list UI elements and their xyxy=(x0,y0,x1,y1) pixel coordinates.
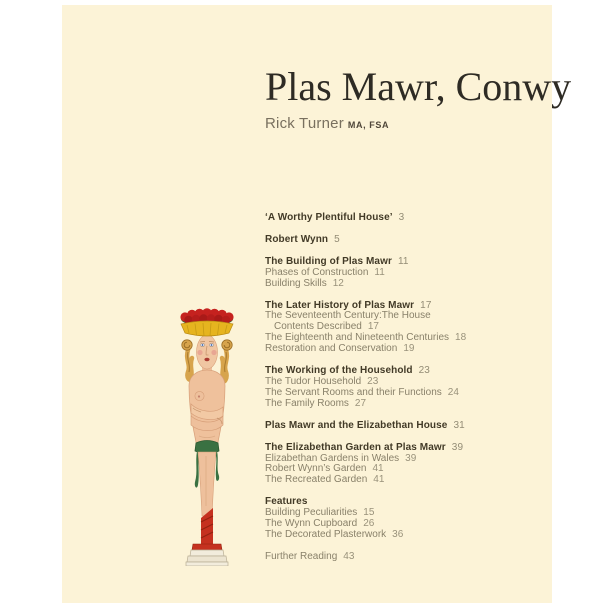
toc-entry-text: The Servant Rooms and their Functions xyxy=(265,386,442,398)
toc-entry-text: Phases of Construction xyxy=(265,266,369,278)
toc-group xyxy=(265,213,545,224)
toc-entry-text: Features xyxy=(265,496,308,508)
toc-entry-text: Robert Wynn’s Garden xyxy=(265,463,367,475)
toc-page-number: 11 xyxy=(397,255,409,267)
toc-group xyxy=(265,443,545,487)
toc-entry xyxy=(265,399,545,410)
toc-entry xyxy=(265,344,545,355)
toc-entry-text: ‘A Worthy Plentiful House’ xyxy=(265,212,393,223)
toc-page-number: 17 xyxy=(367,321,379,333)
toc-group xyxy=(265,497,545,541)
toc-entry-text: The Decorated Plasterwork xyxy=(265,528,387,540)
toc-page-number: 23 xyxy=(418,365,430,377)
toc-page-number: 36 xyxy=(392,528,404,540)
toc-page-number: 23 xyxy=(367,375,379,387)
toc-page-number: 3 xyxy=(398,212,405,223)
toc-page-number: 39 xyxy=(451,441,464,453)
toc-page-number: 24 xyxy=(447,386,459,398)
toc-page-number: 12 xyxy=(332,277,344,289)
toc-entry-text: Elizabethan Gardens in Wales xyxy=(265,452,400,464)
page-title: Plas Mawr, Conwy xyxy=(265,64,572,109)
toc-entry-text: The Wynn Cupboard xyxy=(265,518,358,530)
toc-group xyxy=(265,366,545,410)
author-name: Rick Turner xyxy=(265,115,344,132)
toc-entry-text: The Seventeenth Century:The House xyxy=(265,310,431,322)
toc-entry-text: Building Peculiarities xyxy=(265,507,358,519)
toc-entry-text: The Elizabethan Garden at Plas Mawr xyxy=(265,441,446,453)
toc-page-number: 19 xyxy=(403,343,415,355)
toc-entry-text: Restoration and Conservation xyxy=(265,343,398,355)
toc-entry xyxy=(265,552,545,563)
toc-page-number: 15 xyxy=(363,507,375,519)
toc-group xyxy=(265,257,545,290)
toc-group xyxy=(265,301,545,356)
toc-page-number: 41 xyxy=(373,474,385,486)
toc-heading xyxy=(265,213,545,224)
toc-page-number: 5 xyxy=(334,233,340,245)
toc-entry-text: The Working of the Household xyxy=(265,365,413,377)
toc-entry-text: Contents Described xyxy=(274,321,362,333)
toc-entry-text: Building Skills xyxy=(265,277,327,289)
toc-group xyxy=(265,235,545,246)
table-of-contents xyxy=(265,213,545,574)
toc-entry-text: The Later History of Plas Mawr xyxy=(265,299,415,311)
toc-page-number: 31 xyxy=(453,419,465,431)
toc-group xyxy=(265,552,545,563)
toc-group xyxy=(265,421,545,432)
toc-entry-text: The Recreated Garden xyxy=(265,474,368,486)
toc-page-number: 41 xyxy=(372,463,384,475)
toc-entry-text: Plas Mawr and the Elizabethan House xyxy=(265,419,448,431)
author-line xyxy=(265,115,389,132)
toc-entry xyxy=(265,279,545,290)
title-page xyxy=(62,5,572,603)
toc-heading xyxy=(265,421,545,432)
toc-page-number: 43 xyxy=(343,550,355,562)
toc-entry-text: Further Reading xyxy=(265,550,338,562)
toc-page-number: 27 xyxy=(354,397,367,409)
toc-entry-text: The Building of Plas Mawr xyxy=(265,255,392,267)
toc-entry xyxy=(265,530,545,541)
author-credentials: MA, FSA xyxy=(347,120,390,130)
toc-page-number: 26 xyxy=(363,518,375,530)
toc-heading xyxy=(265,235,545,246)
toc-entry-text: Robert Wynn xyxy=(265,233,329,245)
toc-page-number: 39 xyxy=(405,452,417,464)
toc-entry-text: The Eighteenth and Nineteenth Centuries xyxy=(265,332,450,344)
toc-entry-text: The Family Rooms xyxy=(265,397,349,409)
caryatid-figurine-icon xyxy=(179,306,235,566)
toc-page-number: 18 xyxy=(455,332,467,344)
toc-entry xyxy=(265,475,545,486)
toc-page-number: 17 xyxy=(420,299,432,311)
toc-entry-text: The Tudor Household xyxy=(265,375,362,387)
caryatid-figurine-image xyxy=(179,306,235,566)
toc-page-number: 11 xyxy=(374,266,385,278)
